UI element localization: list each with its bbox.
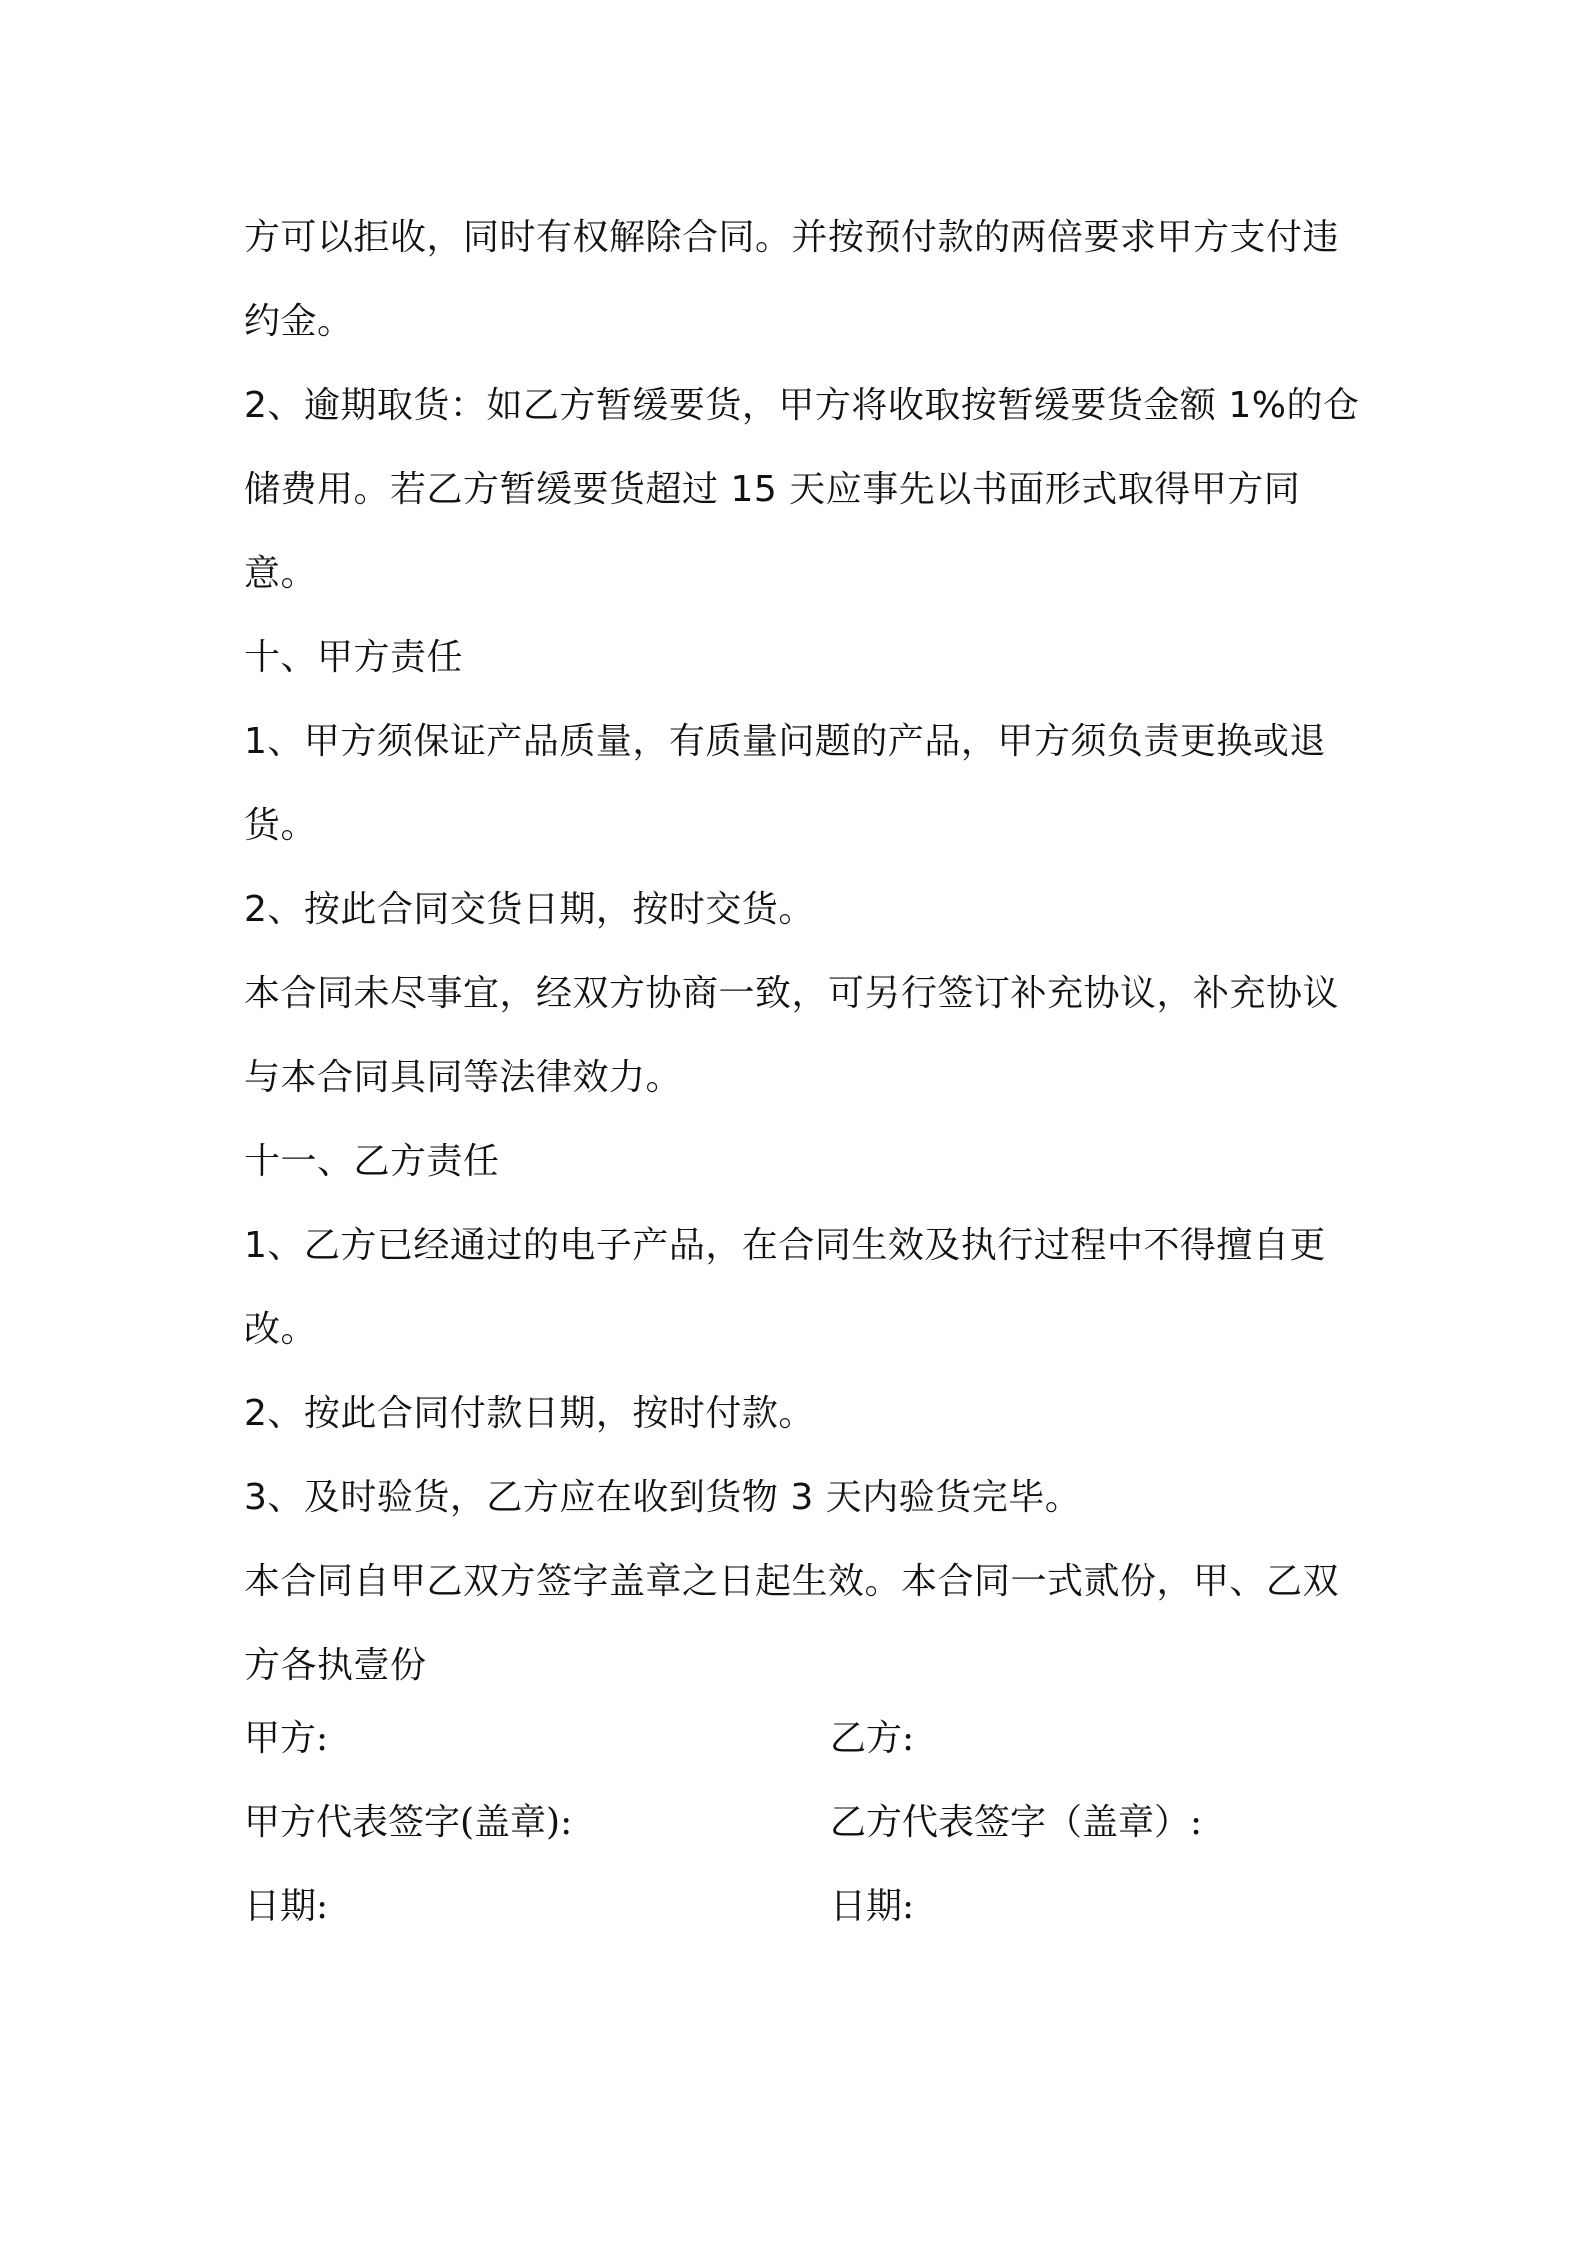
party-b-representative-label: 乙方代表签字（盖章）: — [830, 1802, 1203, 1843]
party-a-label: 甲方: — [244, 1718, 329, 1759]
paragraph-supplementary-agreement: 本合同未尽事宜，经双方协商一致，可另行签订补充协议，补充协议与本合同具同等法律效力。 — [244, 973, 1340, 1098]
paragraph-effective-clause: 本合同自甲乙双方签字盖章之日起生效。本合同一式贰份，甲、乙双方各执壹份 — [244, 1561, 1340, 1686]
party-b-date-label: 日期: — [830, 1886, 915, 1927]
paragraph-party-a-quality: 1、甲方须保证产品质量，有质量问题的产品，甲方须负责更换或退货。 — [244, 721, 1326, 846]
section-heading-party-a-duties: 十、甲方责任 — [244, 637, 464, 678]
party-a-date-label: 日期: — [244, 1886, 329, 1927]
signature-row-date — [244, 1865, 1364, 1949]
paragraph-party-a-delivery: 2、按此合同交货日期，按时交货。 — [244, 889, 815, 930]
signature-row-representative — [244, 1781, 1364, 1865]
party-b-label: 乙方: — [830, 1718, 915, 1759]
paragraph-party-b-payment: 2、按此合同付款日期，按时付款。 — [244, 1393, 815, 1434]
party-a-representative-label: 甲方代表签字(盖章): — [244, 1802, 573, 1843]
signature-row-party — [244, 1697, 1364, 1781]
section-heading-party-b-duties: 十一、乙方责任 — [244, 1141, 500, 1182]
paragraph-breach-penalty: 方可以拒收，同时有权解除合同。并按预付款的两倍要求甲方支付违约金。 — [244, 217, 1340, 342]
paragraph-overdue-pickup: 2、逾期取货：如乙方暂缓要货，甲方将收取按暂缓要货金额 1%的仓储费用。若乙方暂缓要货超过 15 天应事先以书面形式取得甲方同意。 — [244, 385, 1360, 594]
paragraph-party-b-no-change: 1、乙方已经通过的电子产品，在合同生效及执行过程中不得擅自更改。 — [244, 1225, 1326, 1350]
paragraph-party-b-inspection: 3、及时验货，乙方应在收到货物 3 天内验货完毕。 — [244, 1477, 1082, 1518]
contract-body — [244, 196, 1364, 1708]
signature-block — [244, 1697, 1364, 1949]
